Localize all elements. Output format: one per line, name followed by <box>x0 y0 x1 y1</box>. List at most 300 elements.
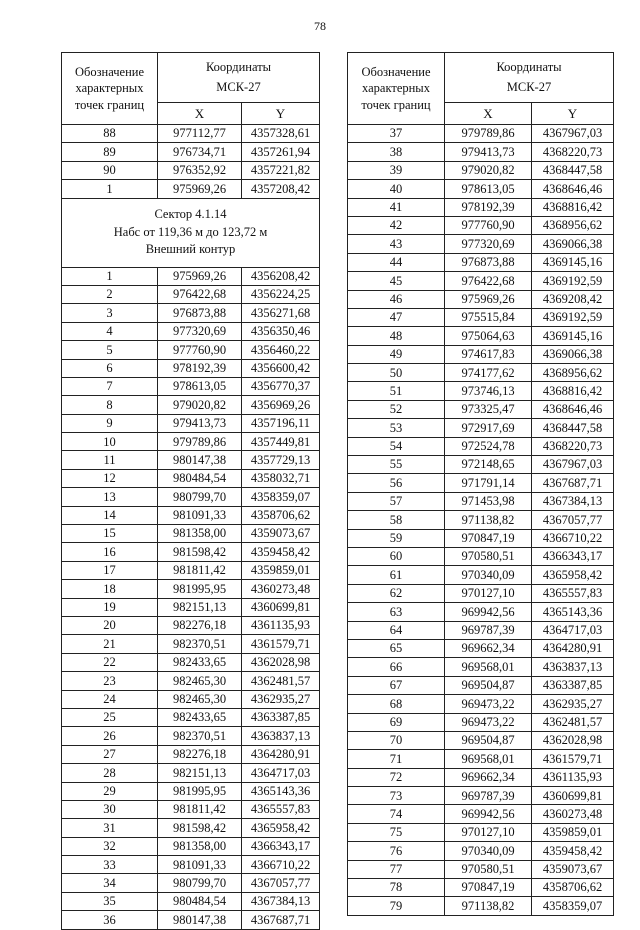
table-row <box>348 768 614 786</box>
point-number-cell: 77 <box>348 860 445 878</box>
y-coordinate-cell: 4356271,68 <box>242 304 320 322</box>
x-coordinate-cell: 969568,01 <box>445 750 532 768</box>
point-number-cell: 59 <box>348 529 445 547</box>
y-coordinate-cell: 4359458,42 <box>532 842 614 860</box>
y-coordinate-cell: 4359458,42 <box>242 543 320 561</box>
point-number-cell: 39 <box>348 161 445 179</box>
y-coordinate-cell: 4356224,25 <box>242 285 320 303</box>
x-coordinate-cell: 981358,00 <box>158 525 242 543</box>
point-number-cell: 65 <box>348 639 445 657</box>
point-number-cell: 9 <box>62 414 158 432</box>
x-coordinate-cell: 981091,33 <box>158 506 242 524</box>
x-coordinate-cell: 969662,34 <box>445 768 532 786</box>
table-row <box>348 456 614 474</box>
y-coordinate-cell: 4367384,13 <box>242 892 320 910</box>
point-number-cell: 32 <box>62 837 158 855</box>
designation-header: Обозначение характерных точек границ <box>348 53 445 125</box>
y-coordinate-cell: 4368447,58 <box>532 419 614 437</box>
x-coordinate-cell: 976734,71 <box>158 143 242 161</box>
x-coordinate-cell: 981358,00 <box>158 837 242 855</box>
point-number-cell: 52 <box>348 400 445 418</box>
point-number-cell: 20 <box>62 616 158 634</box>
y-coordinate-cell: 4368447,58 <box>532 161 614 179</box>
point-number-cell: 34 <box>62 874 158 892</box>
x-coordinate-cell: 980147,38 <box>158 911 242 929</box>
x-coordinate-cell: 977320,69 <box>445 235 532 253</box>
point-number-cell: 17 <box>62 561 158 579</box>
x-coordinate-cell: 976352,92 <box>158 161 242 179</box>
table-row <box>348 235 614 253</box>
y-coordinate-cell: 4363387,85 <box>242 708 320 726</box>
table-row <box>62 708 320 726</box>
table-row <box>348 787 614 805</box>
y-coordinate-cell: 4360699,81 <box>532 787 614 805</box>
y-coordinate-cell: 4358706,62 <box>532 879 614 897</box>
table-row <box>62 616 320 634</box>
y-coordinate-cell: 4356969,26 <box>242 396 320 414</box>
table-row <box>62 598 320 616</box>
x-coordinate-cell: 981811,42 <box>158 561 242 579</box>
point-number-cell: 49 <box>348 345 445 363</box>
table-row <box>348 842 614 860</box>
y-coordinate-cell: 4365143,36 <box>532 603 614 621</box>
y-coordinate-cell: 4365557,83 <box>242 800 320 818</box>
y-coordinate-cell: 4362481,57 <box>242 672 320 690</box>
x-coordinate-cell: 972148,65 <box>445 456 532 474</box>
y-coordinate-cell: 4369192,59 <box>532 272 614 290</box>
x-coordinate-cell: 970340,09 <box>445 566 532 584</box>
x-coordinate-cell: 981995,95 <box>158 782 242 800</box>
table-row <box>348 658 614 676</box>
table-row <box>62 143 320 161</box>
y-coordinate-cell: 4357221,82 <box>242 161 320 179</box>
x-coordinate-cell: 981811,42 <box>158 800 242 818</box>
point-number-cell: 46 <box>348 290 445 308</box>
x-coordinate-cell: 976422,68 <box>445 272 532 290</box>
y-coordinate-cell: 4356600,42 <box>242 359 320 377</box>
y-column-header: Y <box>242 103 320 125</box>
point-number-cell: 56 <box>348 474 445 492</box>
y-coordinate-cell: 4364717,03 <box>242 764 320 782</box>
table-row <box>62 125 320 143</box>
y-coordinate-cell: 4369208,42 <box>532 290 614 308</box>
x-coordinate-cell: 970847,19 <box>445 529 532 547</box>
y-coordinate-cell: 4358359,07 <box>242 488 320 506</box>
table-row <box>348 474 614 492</box>
x-coordinate-cell: 969942,56 <box>445 805 532 823</box>
y-coordinate-cell: 4361579,71 <box>532 750 614 768</box>
coordinates-table-right <box>347 52 614 916</box>
point-number-cell: 36 <box>62 911 158 929</box>
x-coordinate-cell: 969662,34 <box>445 639 532 657</box>
x-coordinate-cell: 982370,51 <box>158 635 242 653</box>
y-coordinate-cell: 4363837,13 <box>242 727 320 745</box>
point-number-cell: 68 <box>348 695 445 713</box>
point-number-cell: 70 <box>348 731 445 749</box>
point-number-cell: 1 <box>62 180 158 198</box>
x-coordinate-cell: 979789,86 <box>158 433 242 451</box>
y-coordinate-cell: 4357261,94 <box>242 143 320 161</box>
y-coordinate-cell: 4368816,42 <box>532 198 614 216</box>
point-number-cell: 48 <box>348 327 445 345</box>
table-row <box>348 345 614 363</box>
x-coordinate-cell: 980799,70 <box>158 874 242 892</box>
point-number-cell: 3 <box>62 304 158 322</box>
y-coordinate-cell: 4364280,91 <box>242 745 320 763</box>
x-coordinate-cell: 982465,30 <box>158 690 242 708</box>
point-number-cell: 37 <box>348 125 445 143</box>
x-column-header: X <box>158 103 242 125</box>
table-row <box>62 359 320 377</box>
designation-header: Обозначение характерных точек границ <box>62 53 158 125</box>
y-coordinate-cell: 4367687,71 <box>532 474 614 492</box>
x-coordinate-cell: 982433,65 <box>158 708 242 726</box>
point-number-cell: 79 <box>348 897 445 915</box>
y-coordinate-cell: 4357328,61 <box>242 125 320 143</box>
point-number-cell: 25 <box>62 708 158 726</box>
table-row <box>62 819 320 837</box>
point-number-cell: 15 <box>62 525 158 543</box>
table-row <box>62 580 320 598</box>
table-row <box>348 216 614 234</box>
y-coordinate-cell: 4369192,59 <box>532 308 614 326</box>
y-coordinate-cell: 4362028,98 <box>532 731 614 749</box>
table-row <box>62 396 320 414</box>
y-coordinate-cell: 4358359,07 <box>532 897 614 915</box>
point-number-cell: 26 <box>62 727 158 745</box>
table-row <box>348 327 614 345</box>
x-coordinate-cell: 970127,10 <box>445 584 532 602</box>
point-number-cell: 8 <box>62 396 158 414</box>
point-number-cell: 55 <box>348 456 445 474</box>
y-coordinate-cell: 4357729,13 <box>242 451 320 469</box>
y-coordinate-cell: 4356460,22 <box>242 341 320 359</box>
y-column-header: Y <box>532 103 614 125</box>
table-row <box>348 584 614 602</box>
table-row <box>348 290 614 308</box>
point-number-cell: 57 <box>348 492 445 510</box>
table-row <box>62 433 320 451</box>
x-coordinate-cell: 969568,01 <box>445 658 532 676</box>
point-number-cell: 38 <box>348 143 445 161</box>
y-coordinate-cell: 4361135,93 <box>242 616 320 634</box>
point-number-cell: 7 <box>62 377 158 395</box>
table-row <box>62 304 320 322</box>
x-coordinate-cell: 977112,77 <box>158 125 242 143</box>
x-column-header: X <box>445 103 532 125</box>
section-title: Сектор 4.1.14 <box>154 206 227 221</box>
table-row <box>62 341 320 359</box>
x-coordinate-cell: 975969,26 <box>158 180 242 198</box>
x-coordinate-cell: 977320,69 <box>158 322 242 340</box>
point-number-cell: 88 <box>62 125 158 143</box>
table-row <box>62 322 320 340</box>
y-coordinate-cell: 4359859,01 <box>532 823 614 841</box>
point-number-cell: 60 <box>348 547 445 565</box>
point-number-cell: 50 <box>348 364 445 382</box>
y-coordinate-cell: 4361135,93 <box>532 768 614 786</box>
table-row <box>62 874 320 892</box>
x-coordinate-cell: 979020,82 <box>158 396 242 414</box>
y-coordinate-cell: 4363837,13 <box>532 658 614 676</box>
x-coordinate-cell: 974617,83 <box>445 345 532 363</box>
y-coordinate-cell: 4366710,22 <box>532 529 614 547</box>
x-coordinate-cell: 979020,82 <box>445 161 532 179</box>
point-number-cell: 18 <box>62 580 158 598</box>
table-row <box>62 469 320 487</box>
point-number-cell: 61 <box>348 566 445 584</box>
y-coordinate-cell: 4365143,36 <box>242 782 320 800</box>
x-coordinate-cell: 978192,39 <box>158 359 242 377</box>
x-coordinate-cell: 971138,82 <box>445 511 532 529</box>
y-coordinate-cell: 4357208,42 <box>242 180 320 198</box>
y-coordinate-cell: 4367967,03 <box>532 125 614 143</box>
table-row <box>348 143 614 161</box>
table-row <box>348 621 614 639</box>
point-number-cell: 63 <box>348 603 445 621</box>
page-number: 78 <box>314 19 326 33</box>
table-row <box>348 437 614 455</box>
point-number-cell: 74 <box>348 805 445 823</box>
table-row <box>62 764 320 782</box>
x-coordinate-cell: 978192,39 <box>445 198 532 216</box>
table-row <box>62 180 320 198</box>
x-coordinate-cell: 982151,13 <box>158 598 242 616</box>
table-row <box>348 180 614 198</box>
y-coordinate-cell: 4367967,03 <box>532 456 614 474</box>
point-number-cell: 47 <box>348 308 445 326</box>
table-row <box>62 285 320 303</box>
y-coordinate-cell: 4357196,11 <box>242 414 320 432</box>
point-number-cell: 64 <box>348 621 445 639</box>
x-coordinate-cell: 980484,54 <box>158 892 242 910</box>
x-coordinate-cell: 976422,68 <box>158 285 242 303</box>
y-coordinate-cell: 4362935,27 <box>532 695 614 713</box>
y-coordinate-cell: 4359073,67 <box>532 860 614 878</box>
point-number-cell: 29 <box>62 782 158 800</box>
y-coordinate-cell: 4360699,81 <box>242 598 320 616</box>
point-number-cell: 14 <box>62 506 158 524</box>
table-row <box>348 125 614 143</box>
x-coordinate-cell: 971453,98 <box>445 492 532 510</box>
point-number-cell: 40 <box>348 180 445 198</box>
y-coordinate-cell: 4363387,85 <box>532 676 614 694</box>
x-coordinate-cell: 980147,38 <box>158 451 242 469</box>
y-coordinate-cell: 4365958,42 <box>242 819 320 837</box>
y-coordinate-cell: 4369066,38 <box>532 345 614 363</box>
y-coordinate-cell: 4360273,48 <box>532 805 614 823</box>
table-row <box>348 547 614 565</box>
point-number-cell: 53 <box>348 419 445 437</box>
x-coordinate-cell: 976873,88 <box>158 304 242 322</box>
x-coordinate-cell: 969504,87 <box>445 676 532 694</box>
x-coordinate-cell: 969473,22 <box>445 713 532 731</box>
point-number-cell: 22 <box>62 653 158 671</box>
table-row <box>348 492 614 510</box>
point-number-cell: 23 <box>62 672 158 690</box>
point-number-cell: 10 <box>62 433 158 451</box>
x-coordinate-cell: 974177,62 <box>445 364 532 382</box>
y-coordinate-cell: 4368646,46 <box>532 180 614 198</box>
point-number-cell: 71 <box>348 750 445 768</box>
table-row <box>348 603 614 621</box>
point-number-cell: 13 <box>62 488 158 506</box>
table-row <box>348 805 614 823</box>
x-coordinate-cell: 975515,84 <box>445 308 532 326</box>
table-row <box>62 800 320 818</box>
table-row <box>348 731 614 749</box>
point-number-cell: 24 <box>62 690 158 708</box>
table-row <box>62 488 320 506</box>
x-coordinate-cell: 970847,19 <box>445 879 532 897</box>
point-number-cell: 28 <box>62 764 158 782</box>
table-row <box>62 525 320 543</box>
point-number-cell: 54 <box>348 437 445 455</box>
x-coordinate-cell: 977760,90 <box>158 341 242 359</box>
point-number-cell: 30 <box>62 800 158 818</box>
table-row <box>348 161 614 179</box>
x-coordinate-cell: 979789,86 <box>445 125 532 143</box>
table-row <box>348 511 614 529</box>
y-coordinate-cell: 4368956,62 <box>532 216 614 234</box>
table-row <box>348 676 614 694</box>
y-coordinate-cell: 4369066,38 <box>532 235 614 253</box>
x-coordinate-cell: 969942,56 <box>445 603 532 621</box>
y-coordinate-cell: 4358032,71 <box>242 469 320 487</box>
x-coordinate-cell: 973325,47 <box>445 400 532 418</box>
y-coordinate-cell: 4366343,17 <box>242 837 320 855</box>
point-number-cell: 27 <box>62 745 158 763</box>
table-row <box>348 400 614 418</box>
x-coordinate-cell: 982465,30 <box>158 672 242 690</box>
x-coordinate-cell: 981995,95 <box>158 580 242 598</box>
y-coordinate-cell: 4366343,17 <box>532 547 614 565</box>
section-height-range: Набс от 119,36 м до 123,72 м <box>113 224 268 239</box>
y-coordinate-cell: 4368956,62 <box>532 364 614 382</box>
coordinates-table-left <box>61 52 320 930</box>
x-coordinate-cell: 982276,18 <box>158 745 242 763</box>
table-row <box>348 364 614 382</box>
x-coordinate-cell: 970340,09 <box>445 842 532 860</box>
point-number-cell: 69 <box>348 713 445 731</box>
point-number-cell: 43 <box>348 235 445 253</box>
table-row <box>62 782 320 800</box>
x-coordinate-cell: 972524,78 <box>445 437 532 455</box>
x-coordinate-cell: 970127,10 <box>445 823 532 841</box>
point-number-cell: 89 <box>62 143 158 161</box>
y-coordinate-cell: 4361579,71 <box>242 635 320 653</box>
table-row <box>348 382 614 400</box>
x-coordinate-cell: 978613,05 <box>445 180 532 198</box>
table-row <box>62 672 320 690</box>
table-row <box>348 860 614 878</box>
x-coordinate-cell: 979413,73 <box>445 143 532 161</box>
table-row <box>62 892 320 910</box>
table-row <box>348 695 614 713</box>
table-row <box>62 727 320 745</box>
table-row <box>62 911 320 929</box>
table-row <box>348 308 614 326</box>
point-number-cell: 45 <box>348 272 445 290</box>
y-coordinate-cell: 4356770,37 <box>242 377 320 395</box>
x-coordinate-cell: 971138,82 <box>445 897 532 915</box>
point-number-cell: 72 <box>348 768 445 786</box>
point-number-cell: 19 <box>62 598 158 616</box>
point-number-cell: 6 <box>62 359 158 377</box>
table-row <box>62 161 320 179</box>
x-coordinate-cell: 981091,33 <box>158 856 242 874</box>
point-number-cell: 1 <box>62 267 158 285</box>
x-coordinate-cell: 971791,14 <box>445 474 532 492</box>
table-row <box>62 561 320 579</box>
x-coordinate-cell: 972917,69 <box>445 419 532 437</box>
y-coordinate-cell: 4368220,73 <box>532 437 614 455</box>
point-number-cell: 78 <box>348 879 445 897</box>
y-coordinate-cell: 4368220,73 <box>532 143 614 161</box>
y-coordinate-cell: 4357449,81 <box>242 433 320 451</box>
y-coordinate-cell: 4364280,91 <box>532 639 614 657</box>
y-coordinate-cell: 4369145,16 <box>532 327 614 345</box>
section-heading <box>62 198 320 267</box>
table-row <box>62 451 320 469</box>
point-number-cell: 90 <box>62 161 158 179</box>
y-coordinate-cell: 4368816,42 <box>532 382 614 400</box>
y-coordinate-cell: 4364717,03 <box>532 621 614 639</box>
y-coordinate-cell: 4360273,48 <box>242 580 320 598</box>
table-row <box>348 253 614 271</box>
table-row <box>62 635 320 653</box>
point-number-cell: 75 <box>348 823 445 841</box>
x-coordinate-cell: 973746,13 <box>445 382 532 400</box>
y-coordinate-cell: 4358706,62 <box>242 506 320 524</box>
table-row <box>62 543 320 561</box>
table-row <box>348 879 614 897</box>
table-row <box>348 272 614 290</box>
x-coordinate-cell: 969787,39 <box>445 787 532 805</box>
x-coordinate-cell: 976873,88 <box>445 253 532 271</box>
coordinates-header: Координаты МСК-27 <box>445 53 614 103</box>
x-coordinate-cell: 970580,51 <box>445 860 532 878</box>
point-number-cell: 2 <box>62 285 158 303</box>
y-coordinate-cell: 4365557,83 <box>532 584 614 602</box>
x-coordinate-cell: 975969,26 <box>445 290 532 308</box>
y-coordinate-cell: 4367687,71 <box>242 911 320 929</box>
x-coordinate-cell: 982276,18 <box>158 616 242 634</box>
x-coordinate-cell: 970580,51 <box>445 547 532 565</box>
table-row <box>348 419 614 437</box>
y-coordinate-cell: 4367384,13 <box>532 492 614 510</box>
point-number-cell: 62 <box>348 584 445 602</box>
point-number-cell: 16 <box>62 543 158 561</box>
x-coordinate-cell: 982151,13 <box>158 764 242 782</box>
x-coordinate-cell: 980799,70 <box>158 488 242 506</box>
point-number-cell: 42 <box>348 216 445 234</box>
y-coordinate-cell: 4362028,98 <box>242 653 320 671</box>
y-coordinate-cell: 4356208,42 <box>242 267 320 285</box>
point-number-cell: 44 <box>348 253 445 271</box>
table-row <box>348 897 614 915</box>
x-coordinate-cell: 981598,42 <box>158 819 242 837</box>
point-number-cell: 41 <box>348 198 445 216</box>
point-number-cell: 51 <box>348 382 445 400</box>
table-row <box>348 750 614 768</box>
y-coordinate-cell: 4362935,27 <box>242 690 320 708</box>
table-row <box>348 639 614 657</box>
section-contour: Внешний контур <box>145 242 236 257</box>
table-row <box>62 506 320 524</box>
x-coordinate-cell: 980484,54 <box>158 469 242 487</box>
y-coordinate-cell: 4366710,22 <box>242 856 320 874</box>
